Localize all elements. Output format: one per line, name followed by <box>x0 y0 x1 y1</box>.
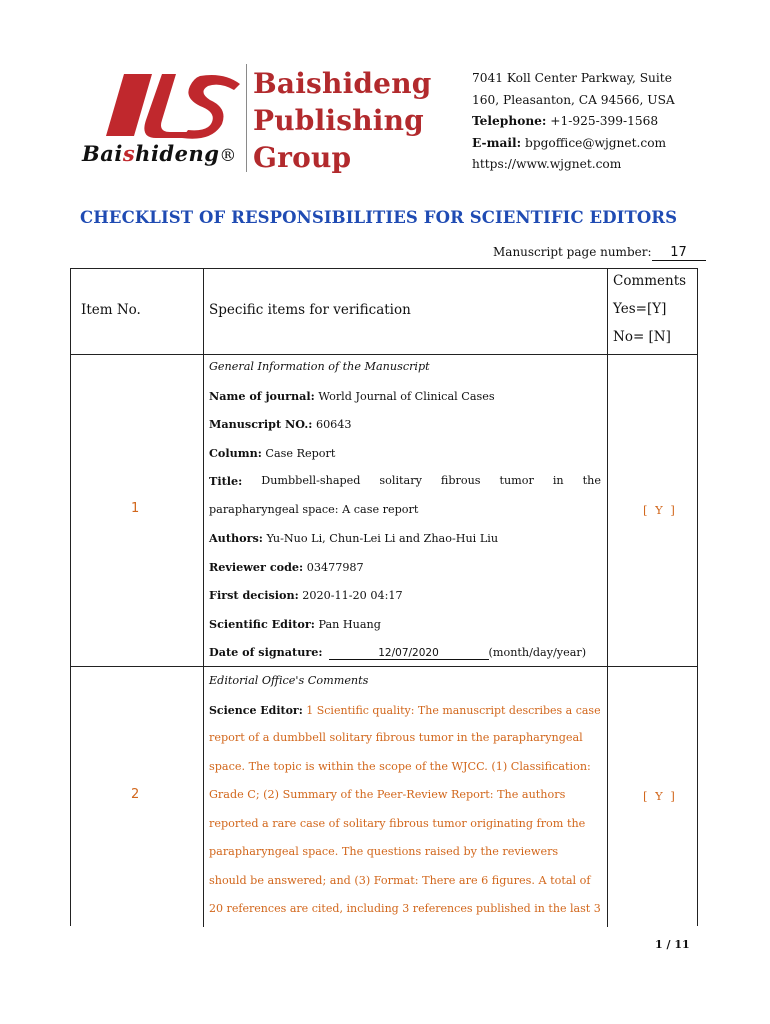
comment-line: parapharyngeal space. The questions raised by the reviewers <box>209 845 559 858</box>
comment-line: space. The topic is within the scope of the WJCC. (1) Classification: <box>209 760 591 773</box>
reviewer-code-line: Reviewer code: 03477987 <box>209 560 364 574</box>
journal-line: Name of journal: World Journal of Clinical Cases <box>209 389 495 403</box>
telephone-line: Telephone: +1-925-399-1568 <box>472 114 659 128</box>
page-number-value: 17 <box>652 245 706 261</box>
column-divider-2 <box>607 269 608 927</box>
logo-divider <box>246 64 247 172</box>
comment-line: 20 references are cited, including 3 references published in the last 3 <box>209 902 601 915</box>
baishideng-logo-icon <box>104 70 244 142</box>
header-yes: Yes=[Y] <box>613 301 667 317</box>
row-answer: [ Y ] <box>643 503 677 517</box>
manuscript-no-line: Manuscript NO.: 60643 <box>209 417 352 431</box>
baishideng-wordmark: Baishideng® <box>82 141 237 166</box>
date-of-signature-line: Date of signature: 12/07/2020 (month/day/year) <box>209 645 587 659</box>
header-comments: Comments <box>613 273 687 289</box>
contact-block <box>472 68 675 176</box>
title-line-2: parapharyngeal space: A case report <box>209 503 419 516</box>
section-title: Editorial Office's Comments <box>209 674 369 687</box>
header-row-divider <box>71 354 697 355</box>
header-no: No= [N] <box>613 329 671 345</box>
column-divider-1 <box>203 269 204 927</box>
comment-line: report of a dumbbell solitary fibrous tumor in the parapharyngeal <box>209 731 583 744</box>
page-footer: 1 / 11 <box>655 938 690 951</box>
first-decision-line: First decision: 2020-11-20 04:17 <box>209 588 403 602</box>
authors-line: Authors: Yu-Nuo Li, Chun-Lei Li and Zhao-Hui Liu <box>209 531 499 545</box>
row-answer: [ Y ] <box>643 789 677 803</box>
scientific-editor-line: Scientific Editor: Pan Huang <box>209 617 381 631</box>
publisher-name-line1: Baishideng <box>253 67 432 100</box>
comment-line: Grade C; (2) Summary of the Peer-Review Report: The authors <box>209 788 566 801</box>
header-item-no: Item No. <box>81 302 141 318</box>
checklist-table <box>70 268 698 926</box>
email-line[interactable]: E-mail: bpgoffice@wjgnet.com <box>472 135 667 150</box>
row-divider <box>71 666 697 667</box>
address-line1: 7041 Koll Center Parkway, Suite <box>472 71 672 85</box>
comment-line: reported a rare case of solitary fibrous tumor originating from the <box>209 817 586 830</box>
publisher-name-line3: Group <box>253 141 352 174</box>
website-link[interactable]: https://www.wjgnet.com <box>472 157 622 171</box>
publisher-name-line2: Publishing <box>253 104 424 137</box>
row-number: 2 <box>131 787 140 802</box>
manuscript-page-number: Manuscript page number: 17 <box>493 245 706 261</box>
date-signature-field[interactable]: 12/07/2020 <box>329 647 489 660</box>
comment-line: Science Editor: 1 Scientific quality: The manuscript describes a case <box>209 703 601 717</box>
row-number: 1 <box>131 501 140 516</box>
title-line: Title: Dumbbell-shaped solitary fibrous tumor in the <box>209 474 601 488</box>
document-title: CHECKLIST OF RESPONSIBILITIES FOR SCIENTIFIC EDITORS <box>80 208 678 227</box>
address-line2: 160, Pleasanton, CA 94566, USA <box>472 92 675 107</box>
column-line: Column: Case Report <box>209 446 336 460</box>
header-specific-items: Specific items for verification <box>209 302 411 318</box>
section-title: General Information of the Manuscript <box>209 360 430 373</box>
comment-line: should be answered; and (3) Format: There are 6 figures. A total of <box>209 874 591 887</box>
